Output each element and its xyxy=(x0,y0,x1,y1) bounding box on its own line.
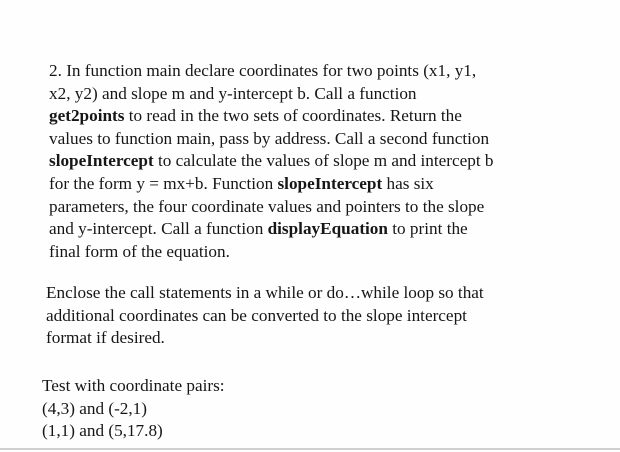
bottom-edge-divider xyxy=(0,448,620,450)
test-pair: (1,1) and (5,17.8) xyxy=(42,421,163,441)
text-line: format if desired. xyxy=(46,328,165,348)
assignment-instructions-paragraph xyxy=(49,60,494,263)
text-fragment: and y-intercept. Call a function xyxy=(49,219,268,239)
text-fragment: to print the xyxy=(387,219,468,239)
text-line: Test with coordinate pairs: xyxy=(42,376,225,395)
text-line: 2. In function main declare coordinates for two points (x1, y1, xyxy=(49,61,477,80)
test-cases-paragraph xyxy=(42,375,225,443)
text-line xyxy=(49,105,494,128)
text-line: final form of the equation. xyxy=(49,241,230,261)
function-name-displayequation: displayEquation xyxy=(267,219,388,239)
text-line xyxy=(49,150,494,173)
text-line: x2, y2) and slope m and y-intercept b. Call a function xyxy=(49,83,417,103)
text-line: Enclose the call statements in a while or do…while loop so that xyxy=(46,283,484,302)
text-line xyxy=(49,173,494,196)
loop-instructions-paragraph xyxy=(46,282,484,350)
text-fragment: to read in the two sets of coordinates. Return the xyxy=(124,106,462,126)
text-line xyxy=(49,218,494,241)
function-name-get2points: get2points xyxy=(49,106,125,126)
text-fragment: for the form y = mx+b. Function xyxy=(49,173,278,193)
text-line: parameters, the four coordinate values and pointers to the slope xyxy=(49,196,485,216)
text-fragment: to calculate the values of slope m and intercept b xyxy=(153,151,494,171)
test-pair: (4,3) and (-2,1) xyxy=(42,398,147,418)
text-line: additional coordinates can be converted to the slope intercept xyxy=(46,305,467,325)
function-name-slopeintercept: slopeIntercept xyxy=(49,151,154,171)
function-name-slopeintercept: slopeIntercept xyxy=(277,173,383,193)
text-fragment: has six xyxy=(382,173,434,193)
text-line: values to function main, pass by address. Call a second function xyxy=(49,128,490,148)
